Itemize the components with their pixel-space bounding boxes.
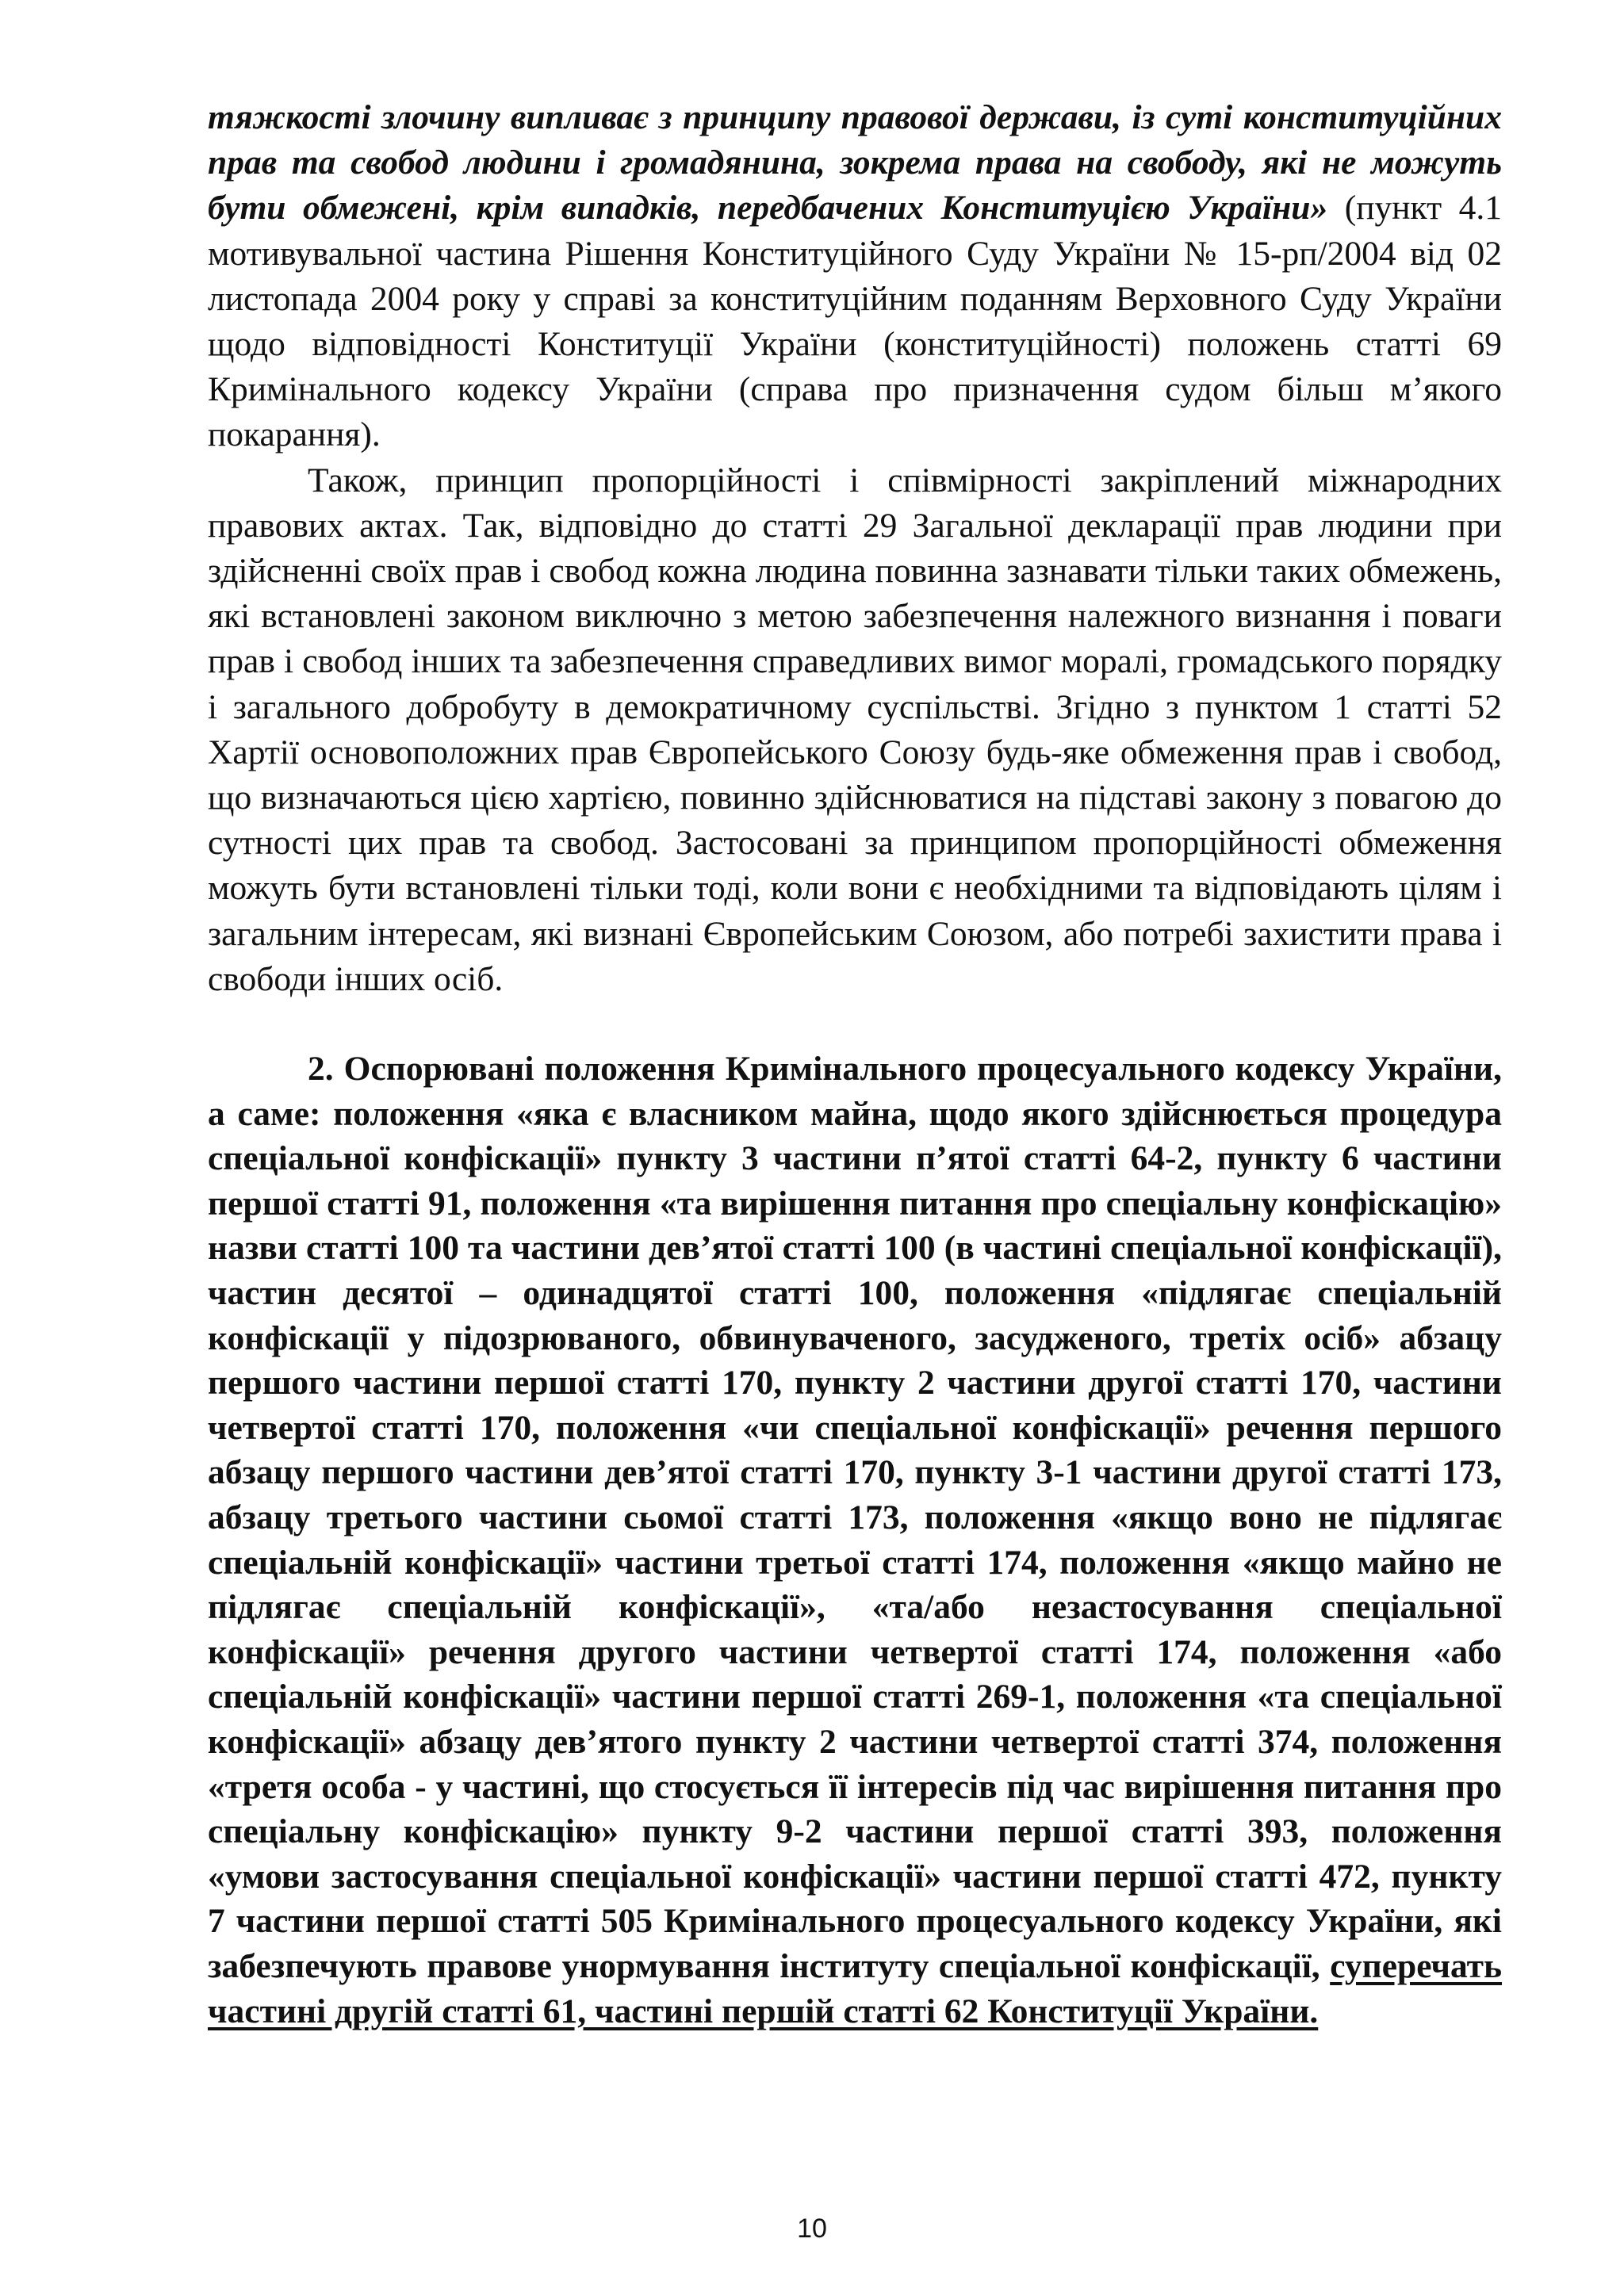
paragraph-constitutional-court-quote	[208, 95, 1502, 458]
quote-text: тяжкості злочину випливає з принципу правової держави, із суті конституційних прав та свобод людини і громадянина, зокрема права на свободу, які не можуть бути обмежені, крім випадків, передбачених Конституцією України»	[208, 98, 1502, 228]
document-body	[208, 95, 1502, 2034]
section-2-text: 2. Оспорювані положення Кримінального процесуального кодексу України, а саме: положення «яка є власником майна, щодо якого здійснюється процедура спеціальної конфіскації» пункту 3 частини п’ятої статті 64-2, пункту 6 частини першої статті 91, положення «та вирішення питання про спеціальну конфіскацію» назви статті 100 та частини дев’ятої статті 100 (в частині спеціальної конфіскації), частин десятої – одинадцятої статті 100, положення «підлягає спеціальній конфіскації у підозрюваного, обвинуваченого, засудженого, третіх осіб» абзацу першого частини першої статті 170, пункту 2 частини другої статті 170, частини четвертої статті 170, положення «чи спеціальної конфіскації» речення першого абзацу першого частини дев’ятої статті 170, пункту 3-1 частини другої статті 173, абзацу третього частини сьомої статті 173, положення «якщо воно не підлягає спеціальній конфіскації» частини третьої статті 174, положення «якщо майно не підлягає спеціальній конфіскації», «та/або незастосування спеціальної конфіскації» речення другого частини четвертої статті 174, положення «або спеціальній конфіскації» частини першої статті 269-1, положення «та спеціальної конфіскації» абзацу дев’ятого пункту 2 частини четвертої статті 374, положення «третя особа - у частині, що стосується її інтересів під час вирішення питання про спеціальну конфіскацію» пункту 9-2 частини першої статті 393, положення «умови застосування спеціальної конфіскації» частини першої статті 472, пункту 7 частини першої статті 505 Кримінального процесуального кодексу України, які забезпечують правове унормування інституту спеціальної конфіскації,	[208, 1050, 1502, 1985]
page-number: 10	[797, 2214, 827, 2244]
quote-citation: (пункт 4.1 мотивувальної частина Рішення Конституційного Суду України № 15-рп/2004 від 02 листопада 2004 року у справі за конституційним поданням Верховного Суду України щодо відповідності Конституції України (конституційності) положень статті 69 Кримінального кодексу України (справа про призначення судом більш м’якого покарання).	[208, 189, 1502, 454]
section-2-conclusion: суперечать частині другій статті 61, частині першій статті 62 Конституції України.	[208, 1946, 1502, 2030]
section-2-heading-paragraph	[208, 1047, 1502, 2034]
paragraph-proportionality-principle: Також, принцип пропорційності і співмірності закріплений міжнародних правових актах. Так, відповідно до статті 29 Загальної декларації прав людини при здійсненні своїх прав і свобод кожна людина повинна зазнавати тільки таких обмежень, які встановлені законом виключно з метою забезпечення належного визнання і поваги прав і свобод інших та забезпечення справедливих вимог моралі, громадського порядку і загального добробуту в демократичному суспільстві. Згідно з пунктом 1 статті 52 Хартії основоположних прав Європейського Союзу будь-яке обмеження прав і свобод, що визначаються цією хартією, повинно здійснюватися на підставі закону з повагою до сутності цих прав та свобод. Застосовані за принципом пропорційності обмеження можуть бути встановлені тільки тоді, коли вони є необхідними та відповідають цілям і загальним інтересам, які визнані Європейським Союзом, або потребі захистити права і свободи інших осіб.	[208, 461, 1502, 998]
